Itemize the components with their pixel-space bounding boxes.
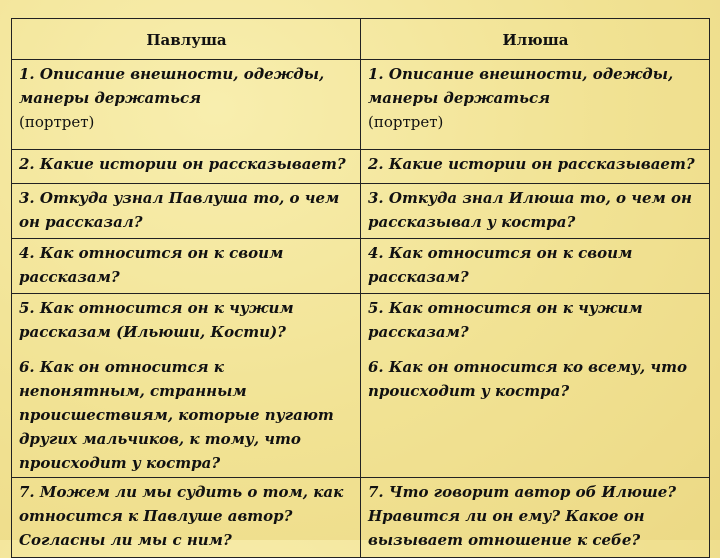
question-text: 7. Что говорит автор об Илюше? Нравится ли он ему? Какое он вызывает отношение к себе?	[368, 483, 677, 549]
question-text: 6. Как он относится к непонятным, странным происшествиям, которые пугают других мальчиков, к тому, что происходит у костра?	[19, 358, 334, 472]
question-text: 2. Какие истории он рассказывает?	[368, 155, 695, 173]
table-row	[12, 150, 710, 184]
question-text: 4. Как относится он к своим рассказам?	[19, 244, 284, 286]
question-text: 5. Как относится он к чужим рассказам?	[368, 299, 643, 341]
table-cell	[361, 294, 710, 478]
question-text: 3. Откуда узнал Павлуша то, о чем он рассказал?	[19, 189, 340, 231]
spacer	[368, 344, 703, 355]
table-header-row	[12, 19, 710, 60]
question-note: (портрет)	[368, 113, 444, 131]
comparison-table	[11, 18, 710, 558]
question-text: 3. Откуда знал Илюша то, о чем он рассказывал у костра?	[368, 189, 692, 231]
spacer	[19, 344, 354, 355]
table-cell	[12, 294, 361, 478]
table-row	[12, 478, 710, 558]
question-text: 1. Описание внешности, одежды, манеры держаться	[19, 65, 325, 107]
table-cell	[12, 184, 361, 239]
question-text: 5. Как относится он к чужим рассказам (Ильюши, Кости)?	[19, 299, 294, 341]
table-cell	[12, 60, 361, 150]
header-pavlusha: Павлуша	[12, 19, 361, 60]
table-cell	[361, 60, 710, 150]
question-text: 6. Как он относится ко всему, что происходит у костра?	[368, 358, 687, 400]
table-row	[12, 184, 710, 239]
question-text: 1. Описание внешности, одежды, манеры держаться	[368, 65, 674, 107]
table-cell	[12, 239, 361, 294]
table-cell	[361, 184, 710, 239]
table-cell	[12, 478, 361, 558]
question-text: 4. Как относится он к своим рассказам?	[368, 244, 633, 286]
table-cell	[12, 150, 361, 184]
table-row	[12, 294, 710, 478]
table-cell	[361, 239, 710, 294]
header-ilyusha: Илюша	[361, 19, 710, 60]
question-text: 7. Можем ли мы судить о том, как относится к Павлуше автор? Согласны ли мы с ним?	[19, 483, 344, 549]
table-cell	[361, 150, 710, 184]
question-text: 2. Какие истории он рассказывает?	[19, 155, 346, 173]
table-row	[12, 239, 710, 294]
table-cell	[361, 478, 710, 558]
question-note: (портрет)	[19, 113, 95, 131]
table-row	[12, 60, 710, 150]
